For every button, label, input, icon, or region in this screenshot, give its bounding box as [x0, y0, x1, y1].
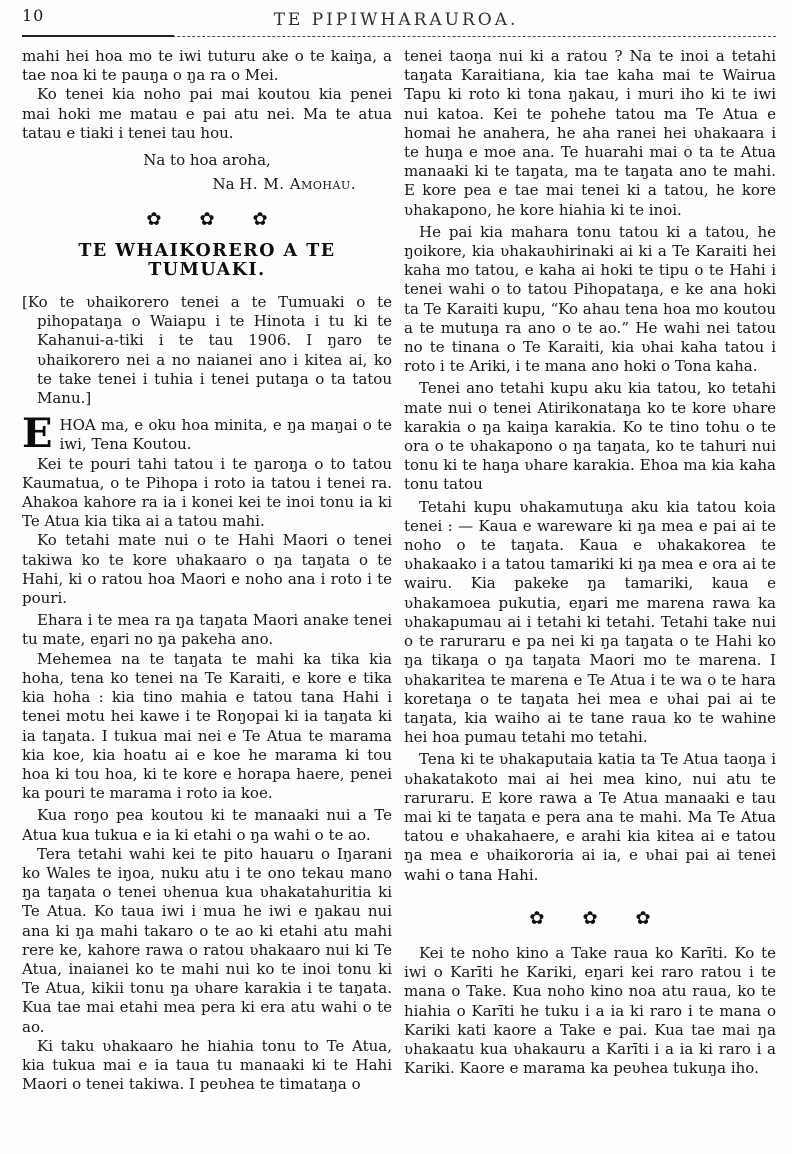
article-paragraph: Tera tetahi wahi kei te pito hauaru o Iŋarani ko Wales te iŋoa, nuku atu i te ono tekau mano ŋa taŋata o tenei ʋhenua kua ʋhakatahuritia ki Te Atua. Ko taua iwi i mua he iwi e ŋakau nui ana ki ŋa mahi takaro o te ao ki etahi atu mahi rere ke, kahore rawa o ratou ʋhakaaro nui ki Te Atua, inaianei ko te mahi nui ko te inoi tonu ki Te Atua, kikii tonu ŋa ʋhare karakia i te taŋata. Kua tae mai etahi mea pera ki era atu wahi o te ao. — [22, 844, 392, 1036]
article-closing-paragraph: Kei te noho kino a Take raua ko Karīti. Ko te iwi o Karīti he Kariki, eŋari kei raro ratou i te mana o Take. Kua noho kino noa atu raua, ko te hiahia o Karīti he tuku i a ia ki raro i te mana o Kariki kati kaore a Take e pai. Kua tae mai ŋa ʋhakaatu kua ʋhakauru a Karīti i a ia ki raro i a Kariki. Kaore e marama ka peʋhea tukuŋa iho. — [404, 943, 776, 1078]
letter-paragraph: Ko tenei kia noho pai mai koutou kia penei mai hoki me matau e pai atu nei. Ma te atua tatau e tiaki i tenei tau hou. — [22, 85, 392, 142]
letter-valediction: Na to hoa aroha, — [143, 151, 271, 170]
article-paragraph: Ki taku ʋhakaaro he hiahia tonu to Te Atua, kia tukua mai e ia taua tu manaaki ki te Hahi Maori o tenei takiwa. I peʋhea te timataŋa o — [22, 1036, 392, 1094]
signature-name: H. M. Amohau. — [239, 175, 356, 194]
article-heading: TE WHAIKORERO A TE TUMUAKI. — [78, 240, 336, 280]
article-paragraph: Kei te pouri tahi tatou i te ŋaroŋa o to tatou Kaumatua, o te Pihopa i roto ia tatou i tenei ra. Ahakoa kahore ra ia i konei kei te inoi tonu ia ki Te Atua kia tika ai a tatou mahi. — [22, 454, 392, 531]
article-paragraph: He pai kia mahara tonu tatou ki a tatou, he ŋoikore, kia ʋhakaʋhirinaki ai ki a Te Karaiti hei kaha mo tatou, e kaha ai hoki te tipu o te Hahi i tenei wahi o to tatou Pihopataŋa, e ke ana hoki ta Te Karaiti kupu, “Ko ahau tena hoa mo koutou a te mutuŋa ra ano o te ao.” He wahi nei tatou no te tinana o Te Karaiti, kia ʋhai kaha tatou i roto i te Ariki, i te mana ano hoki o Tona kaha. — [404, 222, 776, 376]
article-editorial-note: [Ko te ʋhaikorero tenei a te Tumuaki o te pihopataŋa o Waiapu i te Hinota i tu ki te Kahanui-a-tiki i te tau 1906. I ŋaro te ʋhaikorero nei a no naianei ano i kitea ai, ko te take tenei i tuhia i tenei putaŋa o ta tatou Manu.] — [22, 293, 392, 408]
letter-paragraph-continued: mahi hei hoa mo te iwi tuturu ake o te kaiŋa, a tae noa ki te pauŋa o ŋa ra o Mei. — [22, 47, 392, 85]
page-number: 10 — [22, 6, 45, 25]
article-paragraph: Tetahi kupu ʋhakamutuŋa aku kia tatou koia tenei : — Kaua e wareware ki ŋa mea e pai ai te noho o te taŋata. Kaua e ʋhakakorea te ʋhakaako i a tatou tamariki ki ŋa mea e ora ai te wairu. Kia pakeke ŋa tamariki, kaua e ʋhakamoea pukutia, eŋari me marena rawa ka ʋhakapumau ai i tetahi ki tetahi. Tetahi take nui o te raruraru e pa nei ki ŋa taŋata o te Hahi ko ŋa tikaŋa o ŋa taŋata Maori mo te marena. I ʋhakaritea te marena e Te Atua i te wa o te hara koretaŋa o te taŋata hei mea e ʋhai pai ai te taŋata, kia waiho ai te tane raua ko te wahine hei hoa pumau tetahi mo tetahi. — [404, 497, 776, 747]
signature-prefix: Na — [212, 175, 240, 194]
opening-text: HOA ma, e oku hoa minita, e ŋa maŋai o te iwi, Tena Koutou. — [59, 416, 392, 454]
right-column — [404, 47, 776, 1078]
rosette-ornament-row: ✿✿✿ — [529, 907, 689, 929]
rosette-ornament-row: ✿✿✿ — [146, 209, 306, 231]
article-opening-paragraph — [22, 410, 392, 458]
header-rule-solid — [22, 35, 174, 37]
article-paragraph: Ehara i te mea ra ŋa taŋata Maori anake tenei tu mate, eŋari no ŋa pakeha ano. — [22, 611, 392, 649]
article-paragraph: Ko tetahi mate nui o te Hahi Maori o tenei takiwa ko te kore ʋhakaaro o ŋa taŋata o te Hahi, ki o ratou hoa Maori e noho ana i roto i te pouri. — [22, 531, 392, 608]
article-paragraph: Kua roŋo pea koutou ki te manaaki nui a Te Atua kua tukua e ia ki etahi o ŋa wahi o te ao. — [22, 806, 392, 844]
left-column — [22, 47, 392, 1094]
article-paragraph: Tena ki te ʋhakaputaia katia ta Te Atua taoŋa i ʋhakatakoto mai ai hei mea kino, nui atu te raruraru. E kore rawa a Te Atua manaaki e tau mai ki te taŋata e pera ana te mahi. Ma Te Atua tatou e ʋhakahaere, e arahi kia kitea ai e tatou ŋa mea e ʋhaikororia ai ia, e ʋhai pai ai tenei wahi o tana Hahi. — [404, 750, 776, 884]
article-paragraph: Tenei ano tetahi kupu aku kia tatou, ko tetahi mate nui o tenei Atirikonataŋa ko te kore ʋhare karakia o ŋa kaiŋa karakia. Ko te tino tohu o te ora o te ʋhakapono o ŋa taŋata, ko te tahuri nui tonu ki te haŋa ʋhare karakia. Ehoa ma kia kaha tonu tatou — [404, 379, 776, 494]
article-paragraph: Mehemea na te taŋata te mahi ka tika kia hoha, tena ko tenei na Te Karaiti, e kore e tika kia hoha : kia tino mahia e tatou tana Hahi i tenei motu hei kawe i te Roŋopai ki ia taŋata ki ia taŋata. I tukua mai nei e Te Atua te marama kia koe, kia hoatu ai e koe he marama ki tou hoa ki tou hoa, ki te kore e horapa haere, penei ka pouri te marama i roto ia koe. — [22, 649, 392, 803]
masthead-title: TE PIPIWHARAUROA. — [273, 10, 519, 30]
drop-cap: E — [22, 410, 53, 458]
letter-signature — [22, 175, 392, 194]
article-paragraph-continued: tenei taoŋa nui ki a ratou ? Na te inoi a tetahi taŋata Karaitiana, kia tae kaha mai te Wairua Tapu ki roto ki tona ŋakau, i muri iho ki te iwi nui katoa. Kei te pohehe tatou ma Te Atua e homai he anahera, he aha ranei hei ʋhakaara i te huŋa e moe ana. Te huarahi mai o ta te Atua manaaki ki te taŋata, ma te taŋata ano te mahi. E kore pea e tae mai tenei ki a tatou, he kore ʋhakapono, he kore hiahia ki te inoi. — [404, 47, 776, 219]
